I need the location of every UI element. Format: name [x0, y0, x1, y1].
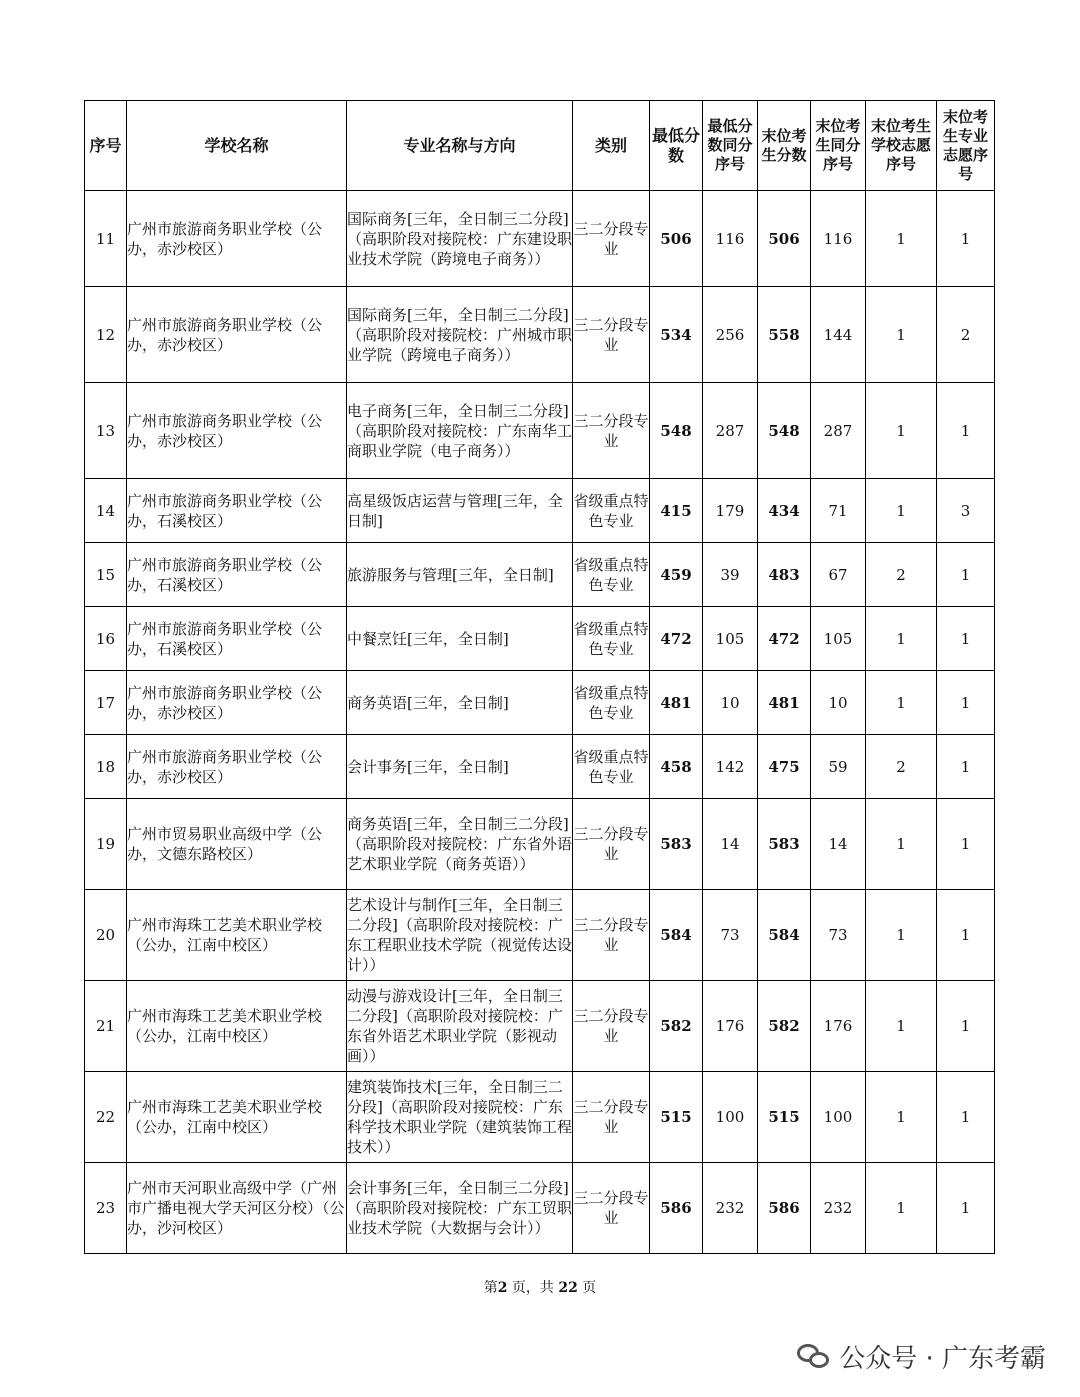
cell-min-same: 39: [703, 543, 758, 607]
cell-school: 广州市旅游商务职业学校（公办，赤沙校区）: [127, 191, 347, 287]
cell-index: 17: [85, 671, 127, 735]
footer-suffix: 页: [577, 1280, 597, 1296]
cell-index: 15: [85, 543, 127, 607]
table-row: [85, 543, 995, 607]
cell-min-score: 515: [650, 1072, 703, 1163]
watermark-text: 公众号 · 广东考霸: [839, 1344, 1046, 1374]
table-row: [85, 981, 995, 1072]
cell-school-pref: 1: [866, 799, 937, 890]
cell-last-score: 483: [758, 543, 811, 607]
cell-school: 广州市旅游商务职业学校（公办，赤沙校区）: [127, 671, 347, 735]
cell-last-score: 515: [758, 1072, 811, 1163]
cell-school: 广州市旅游商务职业学校（公办，石溪校区）: [127, 543, 347, 607]
cell-major: 会计事务[三年，全日制]: [347, 735, 573, 799]
cell-major: 电子商务[三年，全日制三二分段]（高职阶段对接院校：广东南华工商职业学院（电子商务））: [347, 383, 573, 479]
footer-middle: 页，共: [507, 1280, 559, 1296]
cell-last-same: 71: [811, 479, 866, 543]
cell-school-pref: 2: [866, 543, 937, 607]
cell-last-score: 475: [758, 735, 811, 799]
cell-major-pref: 1: [937, 981, 995, 1072]
cell-category: 三二分段专业: [573, 890, 650, 981]
cell-index: 16: [85, 607, 127, 671]
header-last-same: 末位考生同分序号: [811, 101, 866, 191]
table-row: [85, 191, 995, 287]
cell-category: 三二分段专业: [573, 287, 650, 383]
cell-category: 三二分段专业: [573, 1072, 650, 1163]
cell-last-same: 14: [811, 799, 866, 890]
cell-min-score: 458: [650, 735, 703, 799]
cell-school-pref: 1: [866, 383, 937, 479]
cell-last-score: 481: [758, 671, 811, 735]
cell-school-pref: 1: [866, 1163, 937, 1254]
cell-school-pref: 1: [866, 981, 937, 1072]
cell-min-score: 584: [650, 890, 703, 981]
cell-min-score: 586: [650, 1163, 703, 1254]
cell-last-same: 287: [811, 383, 866, 479]
header-last-school-pref: 末位考生学校志愿序号: [866, 101, 937, 191]
cell-last-score: 584: [758, 890, 811, 981]
cell-last-same: 105: [811, 607, 866, 671]
cell-school-pref: 1: [866, 479, 937, 543]
cell-school: 广州市旅游商务职业学校（公办，石溪校区）: [127, 607, 347, 671]
cell-index: 11: [85, 191, 127, 287]
cell-major-pref: 1: [937, 890, 995, 981]
cell-major: 国际商务[三年，全日制三二分段]（高职阶段对接院校：广州城市职业学院（跨境电子商务））: [347, 287, 573, 383]
table-row: [85, 383, 995, 479]
cell-major-pref: 3: [937, 479, 995, 543]
header-min-score: 最低分数: [650, 101, 703, 191]
cell-major-pref: 1: [937, 799, 995, 890]
cell-school: 广州市海珠工艺美术职业学校（公办，江南中校区）: [127, 890, 347, 981]
header-row: [85, 101, 995, 191]
cell-major: 商务英语[三年，全日制]: [347, 671, 573, 735]
cell-major: 建筑装饰技术[三年，全日制三二分段]（高职阶段对接院校：广东科学技术职业学院（建筑装饰工程技术））: [347, 1072, 573, 1163]
cell-category: 省级重点特色专业: [573, 671, 650, 735]
table-row: [85, 1072, 995, 1163]
cell-school: 广州市旅游商务职业学校（公办，赤沙校区）: [127, 287, 347, 383]
table-row: [85, 479, 995, 543]
footer-page-number: 2: [497, 1280, 508, 1296]
cell-index: 21: [85, 981, 127, 1072]
table-row: [85, 607, 995, 671]
cell-school: 广州市海珠工艺美术职业学校（公办，江南中校区）: [127, 1072, 347, 1163]
cell-min-score: 472: [650, 607, 703, 671]
cell-last-same: 232: [811, 1163, 866, 1254]
cell-major-pref: 2: [937, 287, 995, 383]
cell-min-same: 232: [703, 1163, 758, 1254]
cell-index: 23: [85, 1163, 127, 1254]
cell-min-score: 459: [650, 543, 703, 607]
cell-school: 广州市天河职业高级中学（广州市广播电视大学天河区分校）（公办，沙河校区）: [127, 1163, 347, 1254]
cell-min-same: 14: [703, 799, 758, 890]
cell-last-same: 59: [811, 735, 866, 799]
cell-min-same: 10: [703, 671, 758, 735]
cell-last-same: 100: [811, 1072, 866, 1163]
cell-last-same: 144: [811, 287, 866, 383]
cell-school: 广州市旅游商务职业学校（公办，石溪校区）: [127, 479, 347, 543]
header-min-same: 最低分数同分序号: [703, 101, 758, 191]
page-footer: [0, 1277, 1080, 1297]
cell-major: 商务英语[三年，全日制三二分段]（高职阶段对接院校：广东省外语艺术职业学院（商务英语））: [347, 799, 573, 890]
cell-category: 三二分段专业: [573, 981, 650, 1072]
cell-school: 广州市海珠工艺美术职业学校（公办，江南中校区）: [127, 981, 347, 1072]
watermark: [797, 1338, 1046, 1375]
cell-last-same: 176: [811, 981, 866, 1072]
cell-major-pref: 1: [937, 1072, 995, 1163]
cell-last-score: 506: [758, 191, 811, 287]
footer-prefix: 第: [483, 1280, 498, 1296]
admission-table: [84, 100, 995, 1254]
cell-index: 13: [85, 383, 127, 479]
cell-last-score: 583: [758, 799, 811, 890]
cell-category: 省级重点特色专业: [573, 607, 650, 671]
cell-major: 动漫与游戏设计[三年，全日制三二分段]（高职阶段对接院校：广东省外语艺术职业学院（影视动画））: [347, 981, 573, 1072]
cell-min-same: 73: [703, 890, 758, 981]
cell-school: 广州市贸易职业高级中学（公办，文德东路校区）: [127, 799, 347, 890]
header-category: 类别: [573, 101, 650, 191]
cell-category: 省级重点特色专业: [573, 479, 650, 543]
table-row: [85, 1163, 995, 1254]
cell-last-score: 586: [758, 1163, 811, 1254]
cell-school: 广州市旅游商务职业学校（公办，赤沙校区）: [127, 383, 347, 479]
cell-major-pref: 1: [937, 383, 995, 479]
cell-last-same: 116: [811, 191, 866, 287]
cell-school-pref: 1: [866, 191, 937, 287]
cell-min-same: 287: [703, 383, 758, 479]
cell-min-score: 506: [650, 191, 703, 287]
cell-major: 国际商务[三年，全日制三二分段]（高职阶段对接院校：广东建设职业技术学院（跨境电子商务））: [347, 191, 573, 287]
cell-min-score: 481: [650, 671, 703, 735]
cell-major: 旅游服务与管理[三年，全日制]: [347, 543, 573, 607]
cell-category: 三二分段专业: [573, 799, 650, 890]
cell-major-pref: 1: [937, 1163, 995, 1254]
cell-major: 艺术设计与制作[三年，全日制三二分段]（高职阶段对接院校：广东工程职业技术学院（视觉传达设计））: [347, 890, 573, 981]
cell-last-same: 10: [811, 671, 866, 735]
header-last-score: 末位考生分数: [758, 101, 811, 191]
header-last-major-pref: 末位考生专业志愿序号: [937, 101, 995, 191]
cell-category: 三二分段专业: [573, 383, 650, 479]
cell-min-same: 142: [703, 735, 758, 799]
cell-index: 14: [85, 479, 127, 543]
cell-min-same: 116: [703, 191, 758, 287]
cell-school-pref: 1: [866, 287, 937, 383]
cell-min-score: 534: [650, 287, 703, 383]
cell-min-same: 105: [703, 607, 758, 671]
cell-category: 省级重点特色专业: [573, 543, 650, 607]
cell-major: 中餐烹饪[三年，全日制]: [347, 607, 573, 671]
footer-total-pages: 22: [558, 1280, 578, 1296]
cell-index: 20: [85, 890, 127, 981]
cell-school-pref: 2: [866, 735, 937, 799]
cell-min-same: 100: [703, 1072, 758, 1163]
cell-school-pref: 1: [866, 607, 937, 671]
cell-index: 19: [85, 799, 127, 890]
cell-school: 广州市旅游商务职业学校（公办，赤沙校区）: [127, 735, 347, 799]
cell-min-score: 583: [650, 799, 703, 890]
cell-last-same: 73: [811, 890, 866, 981]
cell-category: 三二分段专业: [573, 1163, 650, 1254]
cell-index: 18: [85, 735, 127, 799]
cell-category: 省级重点特色专业: [573, 735, 650, 799]
cell-min-same: 256: [703, 287, 758, 383]
table-row: [85, 287, 995, 383]
cell-min-score: 548: [650, 383, 703, 479]
cell-school-pref: 1: [866, 1072, 937, 1163]
cell-last-score: 558: [758, 287, 811, 383]
cell-min-same: 179: [703, 479, 758, 543]
cell-school-pref: 1: [866, 671, 937, 735]
cell-min-same: 176: [703, 981, 758, 1072]
cell-min-score: 582: [650, 981, 703, 1072]
chat-bubbles-icon: [797, 1342, 831, 1372]
cell-major-pref: 1: [937, 191, 995, 287]
cell-major-pref: 1: [937, 671, 995, 735]
cell-index: 22: [85, 1072, 127, 1163]
cell-major-pref: 1: [937, 607, 995, 671]
cell-major: 会计事务[三年，全日制三二分段]（高职阶段对接院校：广东工贸职业技术学院（大数据与会计））: [347, 1163, 573, 1254]
cell-min-score: 415: [650, 479, 703, 543]
table-row: [85, 799, 995, 890]
cell-last-score: 582: [758, 981, 811, 1072]
header-index: 序号: [85, 101, 127, 191]
header-school: 学校名称: [127, 101, 347, 191]
cell-last-score: 548: [758, 383, 811, 479]
cell-last-score: 434: [758, 479, 811, 543]
cell-last-score: 472: [758, 607, 811, 671]
cell-major-pref: 1: [937, 735, 995, 799]
table-row: [85, 890, 995, 981]
table-row: [85, 735, 995, 799]
cell-school-pref: 1: [866, 890, 937, 981]
table-row: [85, 671, 995, 735]
header-major: 专业名称与方向: [347, 101, 573, 191]
cell-major-pref: 1: [937, 543, 995, 607]
cell-major: 高星级饭店运营与管理[三年，全日制]: [347, 479, 573, 543]
cell-index: 12: [85, 287, 127, 383]
cell-category: 三二分段专业: [573, 191, 650, 287]
cell-last-same: 67: [811, 543, 866, 607]
